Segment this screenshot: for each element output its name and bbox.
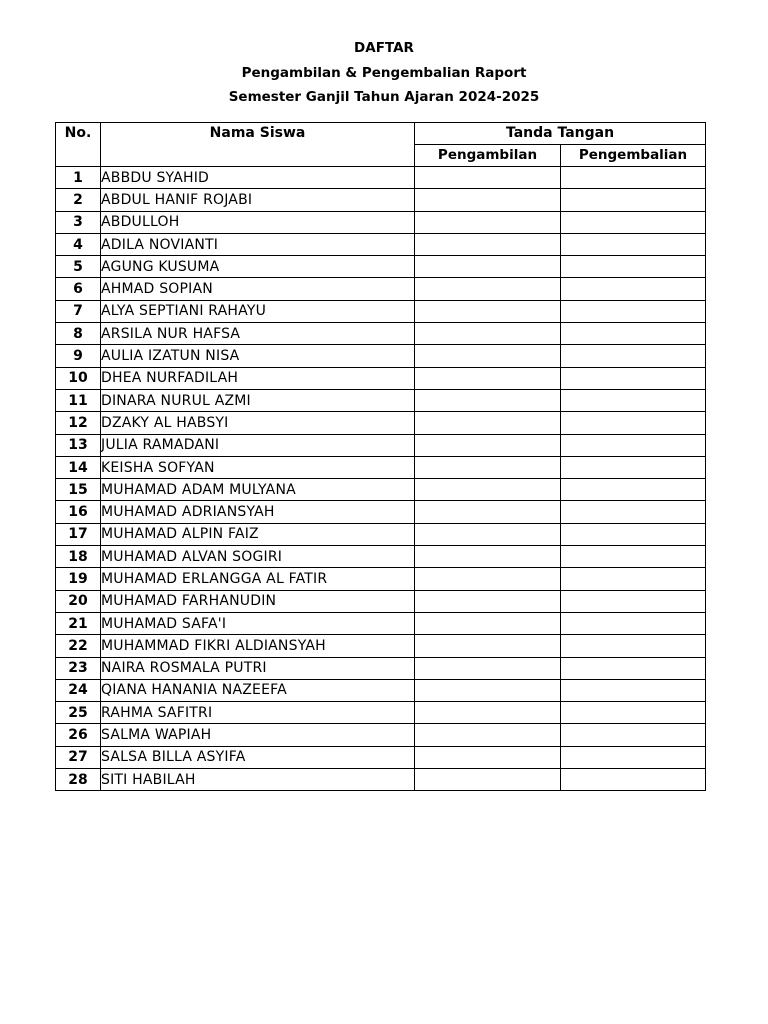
return-signature-cell <box>561 679 706 701</box>
student-name: AULIA IZATUN NISA <box>101 345 415 367</box>
row-number: 19 <box>56 568 101 590</box>
pickup-signature-cell <box>415 189 561 211</box>
row-number: 23 <box>56 657 101 679</box>
row-number: 4 <box>56 233 101 255</box>
return-signature-cell <box>561 323 706 345</box>
row-number: 12 <box>56 412 101 434</box>
row-number: 15 <box>56 479 101 501</box>
student-name: DINARA NURUL AZMI <box>101 389 415 411</box>
pickup-signature-cell <box>415 434 561 456</box>
student-name: JULIA RAMADANI <box>101 434 415 456</box>
student-name: SALSA BILLA ASYIFA <box>101 746 415 768</box>
row-number: 25 <box>56 702 101 724</box>
row-number: 2 <box>56 189 101 211</box>
pickup-signature-cell <box>415 724 561 746</box>
return-signature-cell <box>561 702 706 724</box>
return-signature-cell <box>561 345 706 367</box>
pickup-signature-cell <box>415 590 561 612</box>
pickup-signature-cell <box>415 345 561 367</box>
row-number: 24 <box>56 679 101 701</box>
student-name: ABDUL HANIF ROJABI <box>101 189 415 211</box>
pickup-signature-cell <box>415 635 561 657</box>
row-number: 14 <box>56 456 101 478</box>
return-signature-cell <box>561 189 706 211</box>
row-number: 9 <box>56 345 101 367</box>
document-header <box>0 36 768 110</box>
table-row <box>56 189 706 211</box>
document-period: Semester Ganjil Tahun Ajaran 2024-2025 <box>228 89 540 105</box>
return-signature-cell <box>561 746 706 768</box>
pickup-signature-cell <box>415 233 561 255</box>
table-row <box>56 523 706 545</box>
return-signature-cell <box>561 590 706 612</box>
pickup-signature-cell <box>415 323 561 345</box>
student-name: MUHAMAD ERLANGGA AL FATIR <box>101 568 415 590</box>
table-row <box>56 724 706 746</box>
table-row <box>56 278 706 300</box>
return-signature-cell <box>561 456 706 478</box>
pickup-signature-cell <box>415 679 561 701</box>
pickup-signature-cell <box>415 412 561 434</box>
row-number: 16 <box>56 501 101 523</box>
student-name: MUHAMAD ADAM MULYANA <box>101 479 415 501</box>
student-name: ARSILA NUR HAFSA <box>101 323 415 345</box>
row-number: 20 <box>56 590 101 612</box>
return-signature-cell <box>561 434 706 456</box>
return-signature-cell <box>561 657 706 679</box>
return-signature-cell <box>561 769 706 791</box>
pickup-signature-cell <box>415 612 561 634</box>
document-title: DAFTAR <box>354 40 414 56</box>
table-row <box>56 233 706 255</box>
column-header-return: Pengembalian <box>561 145 706 167</box>
pickup-signature-cell <box>415 479 561 501</box>
row-number: 27 <box>56 746 101 768</box>
table-row <box>56 256 706 278</box>
pickup-signature-cell <box>415 367 561 389</box>
student-name: ABDULLOH <box>101 211 415 233</box>
table-row <box>56 657 706 679</box>
pickup-signature-cell <box>415 523 561 545</box>
return-signature-cell <box>561 724 706 746</box>
return-signature-cell <box>561 412 706 434</box>
pickup-signature-cell <box>415 300 561 322</box>
table-row <box>56 345 706 367</box>
column-header-pickup: Pengambilan <box>415 145 561 167</box>
return-signature-cell <box>561 233 706 255</box>
student-name: MUHAMAD ALVAN SOGIRI <box>101 546 415 568</box>
return-signature-cell <box>561 278 706 300</box>
student-name: MUHAMMAD FIKRI ALDIANSYAH <box>101 635 415 657</box>
row-number: 1 <box>56 167 101 189</box>
row-number: 28 <box>56 769 101 791</box>
table-row <box>56 590 706 612</box>
return-signature-cell <box>561 211 706 233</box>
pickup-signature-cell <box>415 546 561 568</box>
row-number: 5 <box>56 256 101 278</box>
return-signature-cell <box>561 389 706 411</box>
table-row <box>56 702 706 724</box>
student-name: ADILA NOVIANTI <box>101 233 415 255</box>
table-row <box>56 167 706 189</box>
student-name: DHEA NURFADILAH <box>101 367 415 389</box>
table-row <box>56 456 706 478</box>
table-row <box>56 434 706 456</box>
row-number: 13 <box>56 434 101 456</box>
student-name: QIANA HANANIA NAZEEFA <box>101 679 415 701</box>
student-name: AHMAD SOPIAN <box>101 278 415 300</box>
return-signature-cell <box>561 546 706 568</box>
student-name: MUHAMAD SAFA'I <box>101 612 415 634</box>
return-signature-cell <box>561 367 706 389</box>
student-name: DZAKY AL HABSYI <box>101 412 415 434</box>
pickup-signature-cell <box>415 769 561 791</box>
pickup-signature-cell <box>415 568 561 590</box>
student-name: MUHAMAD FARHANUDIN <box>101 590 415 612</box>
student-name: AGUNG KUSUMA <box>101 256 415 278</box>
table-row <box>56 389 706 411</box>
pickup-signature-cell <box>415 746 561 768</box>
pickup-signature-cell <box>415 389 561 411</box>
row-number: 17 <box>56 523 101 545</box>
return-signature-cell <box>561 501 706 523</box>
student-name: MUHAMAD ALPIN FAIZ <box>101 523 415 545</box>
row-number: 10 <box>56 367 101 389</box>
table-row <box>56 679 706 701</box>
table-body <box>56 167 706 791</box>
student-name: MUHAMAD ADRIANSYAH <box>101 501 415 523</box>
column-header-signature: Tanda Tangan <box>415 123 706 145</box>
pickup-signature-cell <box>415 456 561 478</box>
row-number: 7 <box>56 300 101 322</box>
row-number: 3 <box>56 211 101 233</box>
table-row <box>56 479 706 501</box>
column-header-name: Nama Siswa <box>101 123 415 167</box>
row-number: 22 <box>56 635 101 657</box>
table-row <box>56 568 706 590</box>
table-row <box>56 412 706 434</box>
pickup-signature-cell <box>415 657 561 679</box>
student-name: RAHMA SAFITRI <box>101 702 415 724</box>
table-row <box>56 211 706 233</box>
table-row <box>56 746 706 768</box>
return-signature-cell <box>561 300 706 322</box>
return-signature-cell <box>561 523 706 545</box>
table-row <box>56 546 706 568</box>
student-name: KEISHA SOFYAN <box>101 456 415 478</box>
student-name: SITI HABILAH <box>101 769 415 791</box>
row-number: 6 <box>56 278 101 300</box>
column-header-no: No. <box>56 123 101 167</box>
table-row <box>56 769 706 791</box>
student-name: SALMA WAPIAH <box>101 724 415 746</box>
table-row <box>56 367 706 389</box>
table-row <box>56 323 706 345</box>
student-name: ABBDU SYAHID <box>101 167 415 189</box>
return-signature-cell <box>561 479 706 501</box>
pickup-signature-cell <box>415 211 561 233</box>
student-name: NAIRA ROSMALA PUTRI <box>101 657 415 679</box>
pickup-signature-cell <box>415 501 561 523</box>
student-name: ALYA SEPTIANI RAHAYU <box>101 300 415 322</box>
table-row <box>56 612 706 634</box>
pickup-signature-cell <box>415 278 561 300</box>
table-row <box>56 300 706 322</box>
table-row <box>56 635 706 657</box>
row-number: 11 <box>56 389 101 411</box>
return-signature-cell <box>561 635 706 657</box>
pickup-signature-cell <box>415 702 561 724</box>
table-row <box>56 501 706 523</box>
return-signature-cell <box>561 256 706 278</box>
row-number: 21 <box>56 612 101 634</box>
row-number: 18 <box>56 546 101 568</box>
pickup-signature-cell <box>415 256 561 278</box>
return-signature-cell <box>561 568 706 590</box>
row-number: 26 <box>56 724 101 746</box>
row-number: 8 <box>56 323 101 345</box>
pickup-signature-cell <box>415 167 561 189</box>
document-subtitle: Pengambilan & Pengembalian Raport <box>241 64 527 81</box>
return-signature-cell <box>561 612 706 634</box>
return-signature-cell <box>561 167 706 189</box>
student-report-table <box>55 122 706 791</box>
